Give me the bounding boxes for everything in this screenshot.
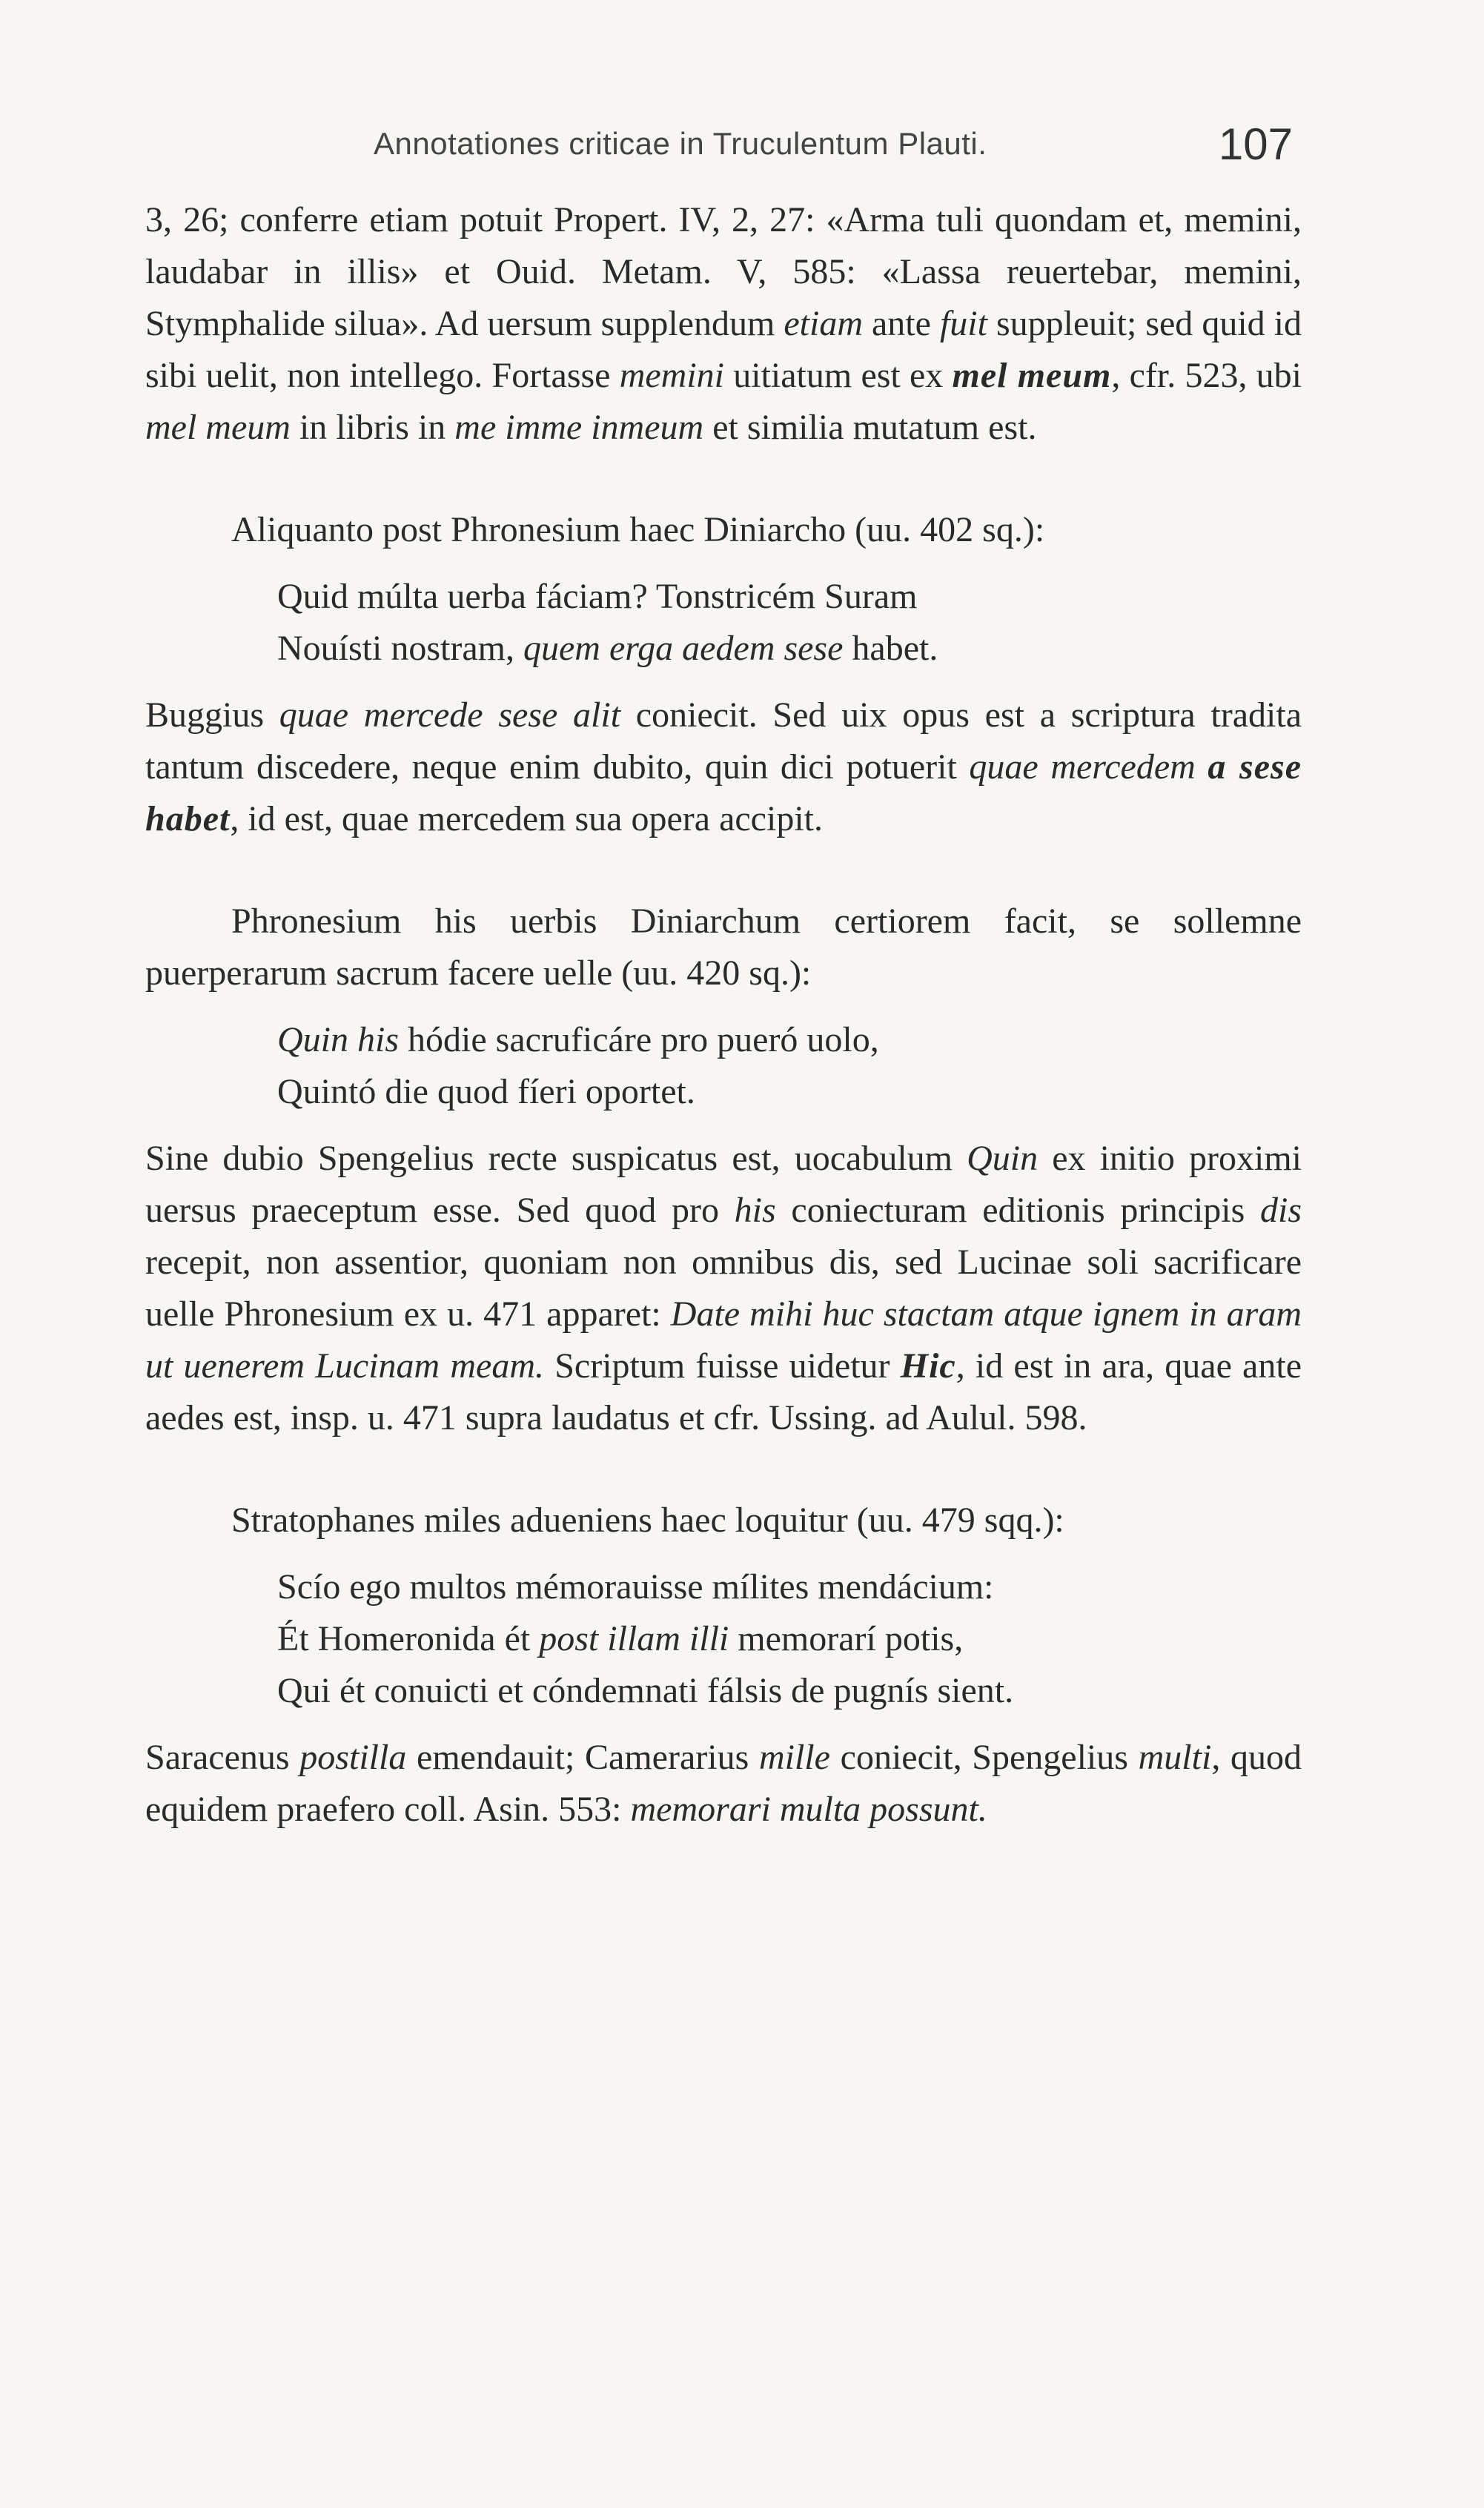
paragraph-1: 3, 26; conferre etiam potuit Propert. IV, 2, 27: «Arma tuli quondam et, memini, laudabar in illis» et Ouid. Metam. V, 585: «Lassa reuertebar, memini, Stymphalide silua». Ad uersum supplendum etiam ante fuit suppleuit; sed quid id sibi uelit, non intellego. Fortasse memini uitiatum est ex mel meum, cfr. 523, ubi mel meum in libris in me imme inmeum et similia mutatum est. xyxy=(145,200,1302,447)
paragraph-7: Saracenus postilla emendauit; Camerarius mille coniecit, Spengelius multi, quod equidem praefero coll. Asin. 553: memorari multa possunt. xyxy=(145,1738,1302,1829)
verse-line: Nouísti nostram, quem erga aedem sese habet. xyxy=(277,629,938,668)
verse-quote-2 xyxy=(277,1014,1302,1118)
paragraph-5: Sine dubio Spengelius recte suspicatus est, uocabulum Quin ex initio proximi uersus praeceptum esse. Sed quod pro his coniecturam editionis principis dis recepit, non assentior, quoniam non omnibus dis, sed Lucinae soli sacrificare uelle Phronesium ex u. 471 apparet: Date mihi huc stactam atque ignem in aram ut uenerem Lucinam meam. Scriptum fuisse uidetur Hic, id est in ara, quae ante aedes est, insp. u. 471 supra laudatus et cfr. Ussing. ad Aulul. 598. xyxy=(145,1139,1302,1437)
verse-line: Scío ego multos mémorauisse mílites mendácium: xyxy=(277,1567,994,1607)
verse-quote-1 xyxy=(277,571,1302,675)
paragraph-6: Stratophanes miles adueniens haec loquitur (uu. 479 sqq.): xyxy=(231,1501,1064,1540)
paragraph-4: Phronesium his uerbis Diniarchum certiorem facit, se sollemne puerperarum sacrum facere uelle (uu. 420 sq.): xyxy=(145,901,1302,993)
page-body xyxy=(145,194,1302,1836)
verse-line: Quid múlta uerba fáciam? Tonstricém Suram xyxy=(277,577,918,616)
verse-line: Quin his hódie sacruficáre pro pueró uolo, xyxy=(277,1020,879,1059)
verse-line: Qui ét conuicti et cóndemnati fálsis de pugnís sient. xyxy=(277,1671,1014,1710)
paragraph-2: Aliquanto post Phronesium haec Diniarcho (uu. 402 sq.): xyxy=(231,510,1045,549)
page-number: 107 xyxy=(1218,119,1293,169)
verse-line: Quintó die quod fíeri oportet. xyxy=(277,1072,695,1111)
verse-quote-3 xyxy=(277,1561,1302,1717)
page-header xyxy=(145,119,1302,171)
verse-line: Ét Homeronida ét post illam illi memorarí potis, xyxy=(277,1619,964,1658)
running-title: Annotationes criticae in Truculentum Plauti. xyxy=(374,126,987,161)
paragraph-3: Buggius quae mercede sese alit coniecit. Sed uix opus est a scriptura tradita tantum discedere, neque enim dubito, quin dici potuerit quae mercedem a sese habet, id est, quae mercedem sua opera accipit. xyxy=(145,695,1302,838)
